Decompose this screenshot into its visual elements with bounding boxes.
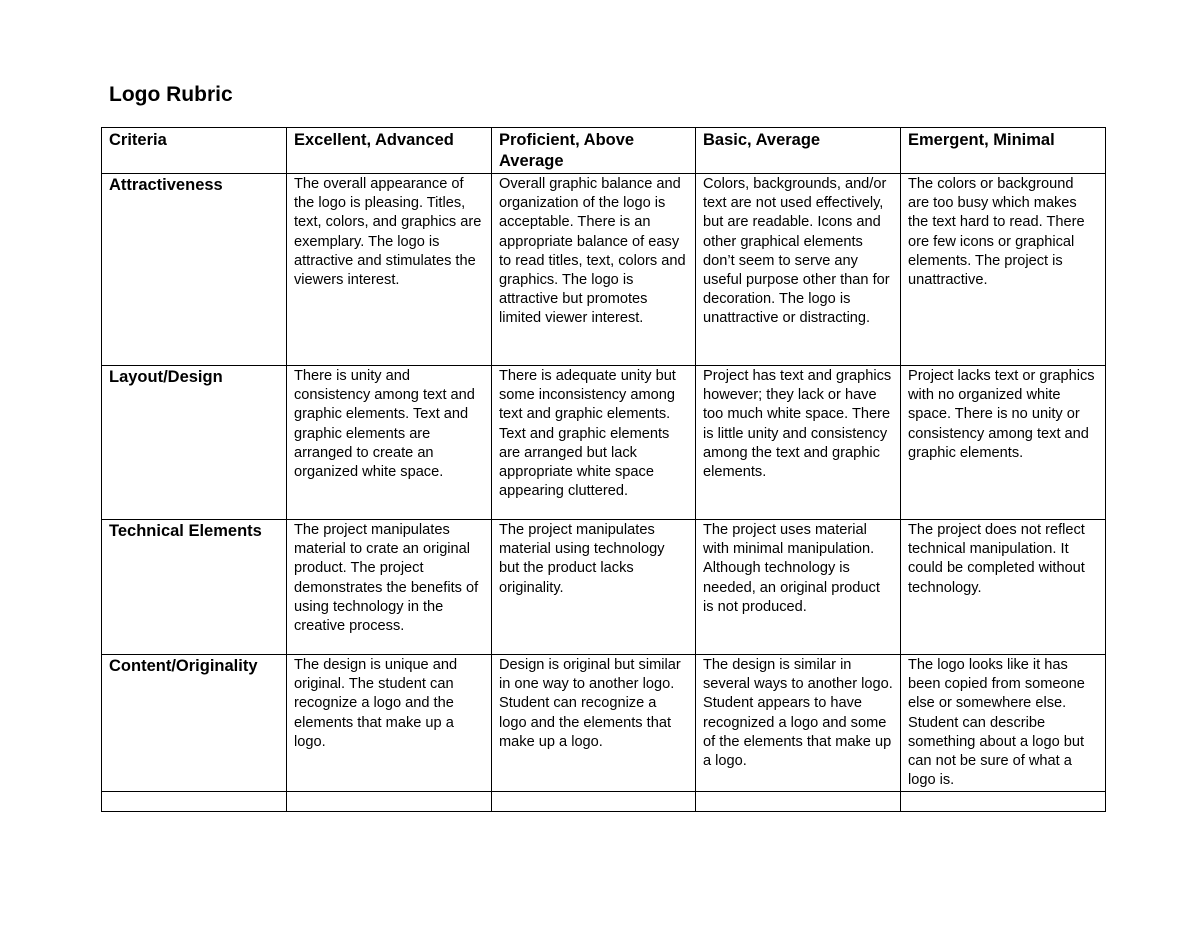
criteria-cell: Attractiveness: [102, 174, 287, 366]
header-basic: Basic, Average: [696, 128, 901, 174]
header-emergent: Emergent, Minimal: [901, 128, 1106, 174]
empty-cell: [696, 792, 901, 812]
empty-cell: [492, 792, 696, 812]
empty-table-row: [102, 792, 1106, 812]
emergent-cell: The colors or background are too busy which makes the text hard to read. There ore few icons or graphical elements. The project is unattractive.: [901, 174, 1106, 366]
criteria-cell: Technical Elements: [102, 520, 287, 655]
excellent-cell: The overall appearance of the logo is pleasing. Titles, text, colors, and graphics are exemplary. The logo is attractive and stimulates the viewers interest.: [287, 174, 492, 366]
emergent-cell: The logo looks like it has been copied from someone else or somewhere else. Student can describe something about a logo but can not be sure of what a logo is.: [901, 655, 1106, 792]
criteria-cell: Content/Originality: [102, 655, 287, 792]
basic-cell: The project uses material with minimal manipulation. Although technology is needed, an original product is not produced.: [696, 520, 901, 655]
empty-cell: [287, 792, 492, 812]
table-row: [102, 366, 1106, 520]
header-proficient: Proficient, Above Average: [492, 128, 696, 174]
empty-cell: [102, 792, 287, 812]
empty-cell: [901, 792, 1106, 812]
emergent-cell: Project lacks text or graphics with no organized white space. There is no unity or consistency among text and graphic elements.: [901, 366, 1106, 520]
table-row: [102, 174, 1106, 366]
table-header-row: [102, 128, 1106, 174]
rubric-table: [101, 127, 1106, 812]
criteria-cell: Layout/Design: [102, 366, 287, 520]
excellent-cell: There is unity and consistency among text and graphic elements. Text and graphic elements are arranged to create an organized white space.: [287, 366, 492, 520]
basic-cell: Colors, backgrounds, and/or text are not used effectively, but are readable. Icons and other graphical elements don’t seem to serve any useful purpose other than for decoration. The logo is unattractive or distracting.: [696, 174, 901, 366]
table-row: [102, 655, 1106, 792]
document-title: Logo Rubric: [109, 83, 233, 106]
excellent-cell: The project manipulates material to crate an original product. The project demonstrates the benefits of using technology in the creative process.: [287, 520, 492, 655]
header-excellent: Excellent, Advanced: [287, 128, 492, 174]
basic-cell: The design is similar in several ways to another logo. Student appears to have recognized a logo and some of the elements that make up a logo.: [696, 655, 901, 792]
excellent-cell: The design is unique and original. The student can recognize a logo and the elements that make up a logo.: [287, 655, 492, 792]
basic-cell: Project has text and graphics however; they lack or have too much white space. There is little unity and consistency among the text and graphic elements.: [696, 366, 901, 520]
proficient-cell: The project manipulates material using technology but the product lacks originality.: [492, 520, 696, 655]
emergent-cell: The project does not reflect technical manipulation. It could be completed without technology.: [901, 520, 1106, 655]
table-row: [102, 520, 1106, 655]
proficient-cell: There is adequate unity but some inconsistency among text and graphic elements. Text and graphic elements are arranged but lack appropriate white space appearing cluttered.: [492, 366, 696, 520]
proficient-cell: Overall graphic balance and organization of the logo is acceptable. There is an appropriate balance of easy to read titles, text, colors and graphics. The logo is attractive but promotes limited viewer interest.: [492, 174, 696, 366]
proficient-cell: Design is original but similar in one way to another logo. Student can recognize a logo and the elements that make up a logo.: [492, 655, 696, 792]
header-criteria: Criteria: [102, 128, 287, 174]
